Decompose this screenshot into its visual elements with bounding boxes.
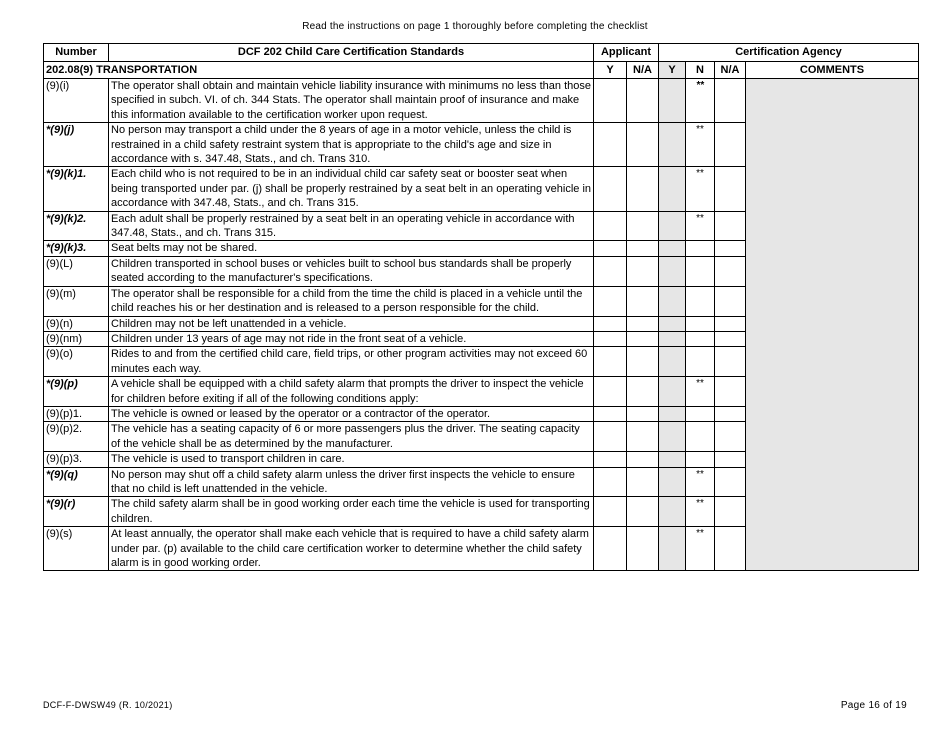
applicant-na-cell[interactable] bbox=[627, 316, 659, 331]
agency-y-header: Y bbox=[659, 62, 686, 79]
standard-text: No person may shut off a child safety alarm unless the driver first inspects the vehicle to ensure that no child is left unattended in the vehicle. bbox=[109, 467, 594, 497]
standard-text: Children may not be left unattended in a vehicle. bbox=[109, 316, 594, 331]
agency-yes-cell bbox=[659, 211, 686, 241]
applicant-yes-cell[interactable] bbox=[594, 422, 627, 452]
comments-cell[interactable] bbox=[746, 79, 919, 571]
agency-yes-cell bbox=[659, 422, 686, 452]
applicant-yes-cell[interactable] bbox=[594, 256, 627, 286]
agency-na-cell[interactable] bbox=[715, 241, 746, 256]
agency-no-cell[interactable] bbox=[686, 256, 715, 286]
agency-no-cell[interactable]: ** bbox=[686, 167, 715, 211]
applicant-yes-cell[interactable] bbox=[594, 467, 627, 497]
applicant-yes-cell[interactable] bbox=[594, 123, 627, 167]
applicant-na-cell[interactable] bbox=[627, 467, 659, 497]
agency-no-cell[interactable] bbox=[686, 422, 715, 452]
applicant-header: Applicant bbox=[594, 44, 659, 62]
agency-na-cell[interactable] bbox=[715, 467, 746, 497]
standard-number: (9)(m) bbox=[44, 286, 109, 316]
certification-checklist-table bbox=[43, 43, 919, 571]
header-row bbox=[44, 44, 919, 62]
standard-text: At least annually, the operator shall make each vehicle that is required to have a child safety alarm under par. (p) available to the child care certification worker to determine whether the child safety alarm is in good working order. bbox=[109, 527, 594, 571]
agency-yes-cell bbox=[659, 406, 686, 421]
agency-no-cell[interactable] bbox=[686, 452, 715, 467]
standard-number: *(9)(k)1. bbox=[44, 167, 109, 211]
agency-yes-cell bbox=[659, 286, 686, 316]
standard-text: Each child who is not required to be in an individual child car safety seat or booster seat when being transported under par. (j) shall be properly restrained by a seat belt in an operating vehicle in accordance with 347.48, Stats., and ch. Trans 315. bbox=[109, 167, 594, 211]
agency-na-cell[interactable] bbox=[715, 452, 746, 467]
agency-na-cell[interactable] bbox=[715, 167, 746, 211]
applicant-na-cell[interactable] bbox=[627, 211, 659, 241]
applicant-na-cell[interactable] bbox=[627, 286, 659, 316]
agency-no-cell[interactable] bbox=[686, 316, 715, 331]
applicant-yes-cell[interactable] bbox=[594, 497, 627, 527]
applicant-yes-cell[interactable] bbox=[594, 527, 627, 571]
applicant-na-cell[interactable] bbox=[627, 167, 659, 211]
standard-number: (9)(p)1. bbox=[44, 406, 109, 421]
standard-number: (9)(p)3. bbox=[44, 452, 109, 467]
agency-no-cell[interactable]: ** bbox=[686, 79, 715, 123]
agency-yes-cell bbox=[659, 347, 686, 377]
page-number: Page 16 of 19 bbox=[840, 700, 907, 711]
standard-text: No person may transport a child under the 8 years of age in a motor vehicle, unless the child is restrained in a child safety restraint system that is appropriate to the child's age and size in accordance with s. 347.48, Stats., and ch. Trans 310. bbox=[109, 123, 594, 167]
agency-no-cell[interactable]: ** bbox=[686, 497, 715, 527]
standard-text: Children under 13 years of age may not ride in the front seat of a vehicle. bbox=[109, 331, 594, 346]
applicant-yes-cell[interactable] bbox=[594, 406, 627, 421]
agency-yes-cell bbox=[659, 497, 686, 527]
standard-number: (9)(s) bbox=[44, 527, 109, 571]
standard-number: *(9)(q) bbox=[44, 467, 109, 497]
agency-no-cell[interactable] bbox=[686, 241, 715, 256]
agency-no-cell[interactable]: ** bbox=[686, 211, 715, 241]
standard-text: The operator shall obtain and maintain vehicle liability insurance with minimums no less than those specified in subch. VI. of ch. 344 Stats. The operator shall maintain proof of insurance and make this information available to the certification worker upon request. bbox=[109, 79, 594, 123]
applicant-yes-cell[interactable] bbox=[594, 377, 627, 407]
applicant-na-cell[interactable] bbox=[627, 406, 659, 421]
applicant-yes-cell[interactable] bbox=[594, 241, 627, 256]
agency-no-cell[interactable] bbox=[686, 286, 715, 316]
agency-yes-cell bbox=[659, 256, 686, 286]
standard-number: (9)(nm) bbox=[44, 331, 109, 346]
agency-no-cell[interactable]: ** bbox=[686, 123, 715, 167]
agency-na-cell[interactable] bbox=[715, 347, 746, 377]
agency-na-cell[interactable] bbox=[715, 123, 746, 167]
standard-text: Rides to and from the certified child care, field trips, or other program activities may not exceed 60 minutes each way. bbox=[109, 347, 594, 377]
applicant-na-cell[interactable] bbox=[627, 497, 659, 527]
applicant-na-header: N/A bbox=[627, 62, 659, 79]
agency-na-cell[interactable] bbox=[715, 422, 746, 452]
agency-no-cell[interactable] bbox=[686, 331, 715, 346]
standard-text: The vehicle has a seating capacity of 6 or more passengers plus the driver. The seating capacity of the vehicle shall be as determined by the manufacturer. bbox=[109, 422, 594, 452]
agency-yes-cell bbox=[659, 316, 686, 331]
standard-text: The child safety alarm shall be in good working order each time the vehicle is used for transporting children. bbox=[109, 497, 594, 527]
agency-na-cell[interactable] bbox=[715, 211, 746, 241]
comments-header: COMMENTS bbox=[746, 62, 919, 79]
applicant-na-cell[interactable] bbox=[627, 422, 659, 452]
applicant-na-cell[interactable] bbox=[627, 527, 659, 571]
standard-text: The vehicle is owned or leased by the operator or a contractor of the operator. bbox=[109, 406, 594, 421]
standard-text: The operator shall be responsible for a child from the time the child is placed in a vehicle until the child reaches his or her destination and is released to a person responsible for the child. bbox=[109, 286, 594, 316]
standard-row bbox=[44, 79, 919, 123]
agency-na-header: N/A bbox=[715, 62, 746, 79]
certification-agency-header: Certification Agency bbox=[659, 44, 919, 62]
applicant-yes-cell[interactable] bbox=[594, 452, 627, 467]
applicant-na-cell[interactable] bbox=[627, 377, 659, 407]
standard-text: A vehicle shall be equipped with a child safety alarm that prompts the driver to inspect the vehicle for children before exiting if all of the following conditions apply: bbox=[109, 377, 594, 407]
applicant-yes-cell[interactable] bbox=[594, 286, 627, 316]
applicant-na-cell[interactable] bbox=[627, 241, 659, 256]
applicant-yes-cell[interactable] bbox=[594, 167, 627, 211]
agency-no-cell[interactable] bbox=[686, 347, 715, 377]
agency-yes-cell bbox=[659, 123, 686, 167]
standard-number: (9)(p)2. bbox=[44, 422, 109, 452]
form-id: DCF-F-DWSW49 (R. 10/2021) bbox=[43, 700, 173, 710]
applicant-na-cell[interactable] bbox=[627, 123, 659, 167]
agency-na-cell[interactable] bbox=[715, 406, 746, 421]
number-header: Number bbox=[44, 44, 109, 62]
agency-yes-cell bbox=[659, 241, 686, 256]
applicant-yes-cell[interactable] bbox=[594, 316, 627, 331]
agency-no-cell[interactable] bbox=[686, 406, 715, 421]
applicant-na-cell[interactable] bbox=[627, 79, 659, 123]
standard-number: (9)(i) bbox=[44, 79, 109, 123]
agency-no-cell[interactable]: ** bbox=[686, 467, 715, 497]
standard-text: The vehicle is used to transport children in care. bbox=[109, 452, 594, 467]
standard-number: (9)(L) bbox=[44, 256, 109, 286]
agency-no-cell[interactable]: ** bbox=[686, 527, 715, 571]
applicant-yes-cell[interactable] bbox=[594, 347, 627, 377]
agency-na-cell[interactable] bbox=[715, 331, 746, 346]
standard-number: *(9)(k)3. bbox=[44, 241, 109, 256]
agency-na-cell[interactable] bbox=[715, 316, 746, 331]
agency-yes-cell bbox=[659, 79, 686, 123]
agency-na-cell[interactable] bbox=[715, 377, 746, 407]
agency-no-cell[interactable]: ** bbox=[686, 377, 715, 407]
agency-yes-cell bbox=[659, 167, 686, 211]
applicant-na-cell[interactable] bbox=[627, 331, 659, 346]
standard-number: *(9)(j) bbox=[44, 123, 109, 167]
standard-number: *(9)(r) bbox=[44, 497, 109, 527]
standard-number: (9)(o) bbox=[44, 347, 109, 377]
applicant-na-cell[interactable] bbox=[627, 347, 659, 377]
agency-yes-cell bbox=[659, 527, 686, 571]
agency-na-cell[interactable] bbox=[715, 497, 746, 527]
standard-text: Each adult shall be properly restrained by a seat belt in an operating vehicle in accordance with 347.48, Stats., and ch. Trans 315. bbox=[109, 211, 594, 241]
agency-na-cell[interactable] bbox=[715, 286, 746, 316]
section-title: 202.08(9) TRANSPORTATION bbox=[44, 62, 594, 79]
agency-yes-cell bbox=[659, 452, 686, 467]
applicant-yes-cell[interactable] bbox=[594, 211, 627, 241]
agency-yes-cell bbox=[659, 467, 686, 497]
agency-yes-cell bbox=[659, 331, 686, 346]
applicant-na-cell[interactable] bbox=[627, 256, 659, 286]
applicant-yes-cell[interactable] bbox=[594, 79, 627, 123]
standard-text: Seat belts may not be shared. bbox=[109, 241, 594, 256]
agency-na-cell[interactable] bbox=[715, 256, 746, 286]
standard-number: (9)(n) bbox=[44, 316, 109, 331]
standard-number: *(9)(k)2. bbox=[44, 211, 109, 241]
agency-yes-cell bbox=[659, 377, 686, 407]
applicant-y-header: Y bbox=[594, 62, 627, 79]
standard-text: Children transported in school buses or vehicles built to school bus standards shall be properly seated according to the manufacturer's specifications. bbox=[109, 256, 594, 286]
standard-number: *(9)(p) bbox=[44, 377, 109, 407]
applicant-na-cell[interactable] bbox=[627, 452, 659, 467]
agency-na-cell[interactable] bbox=[715, 79, 746, 123]
applicant-yes-cell[interactable] bbox=[594, 331, 627, 346]
instructions-note: Read the instructions on page 1 thoroughly before completing the checklist bbox=[302, 21, 648, 32]
agency-na-cell[interactable] bbox=[715, 527, 746, 571]
standards-header: DCF 202 Child Care Certification Standards bbox=[109, 44, 594, 62]
section-header-row bbox=[44, 62, 919, 79]
agency-n-header: N bbox=[686, 62, 715, 79]
